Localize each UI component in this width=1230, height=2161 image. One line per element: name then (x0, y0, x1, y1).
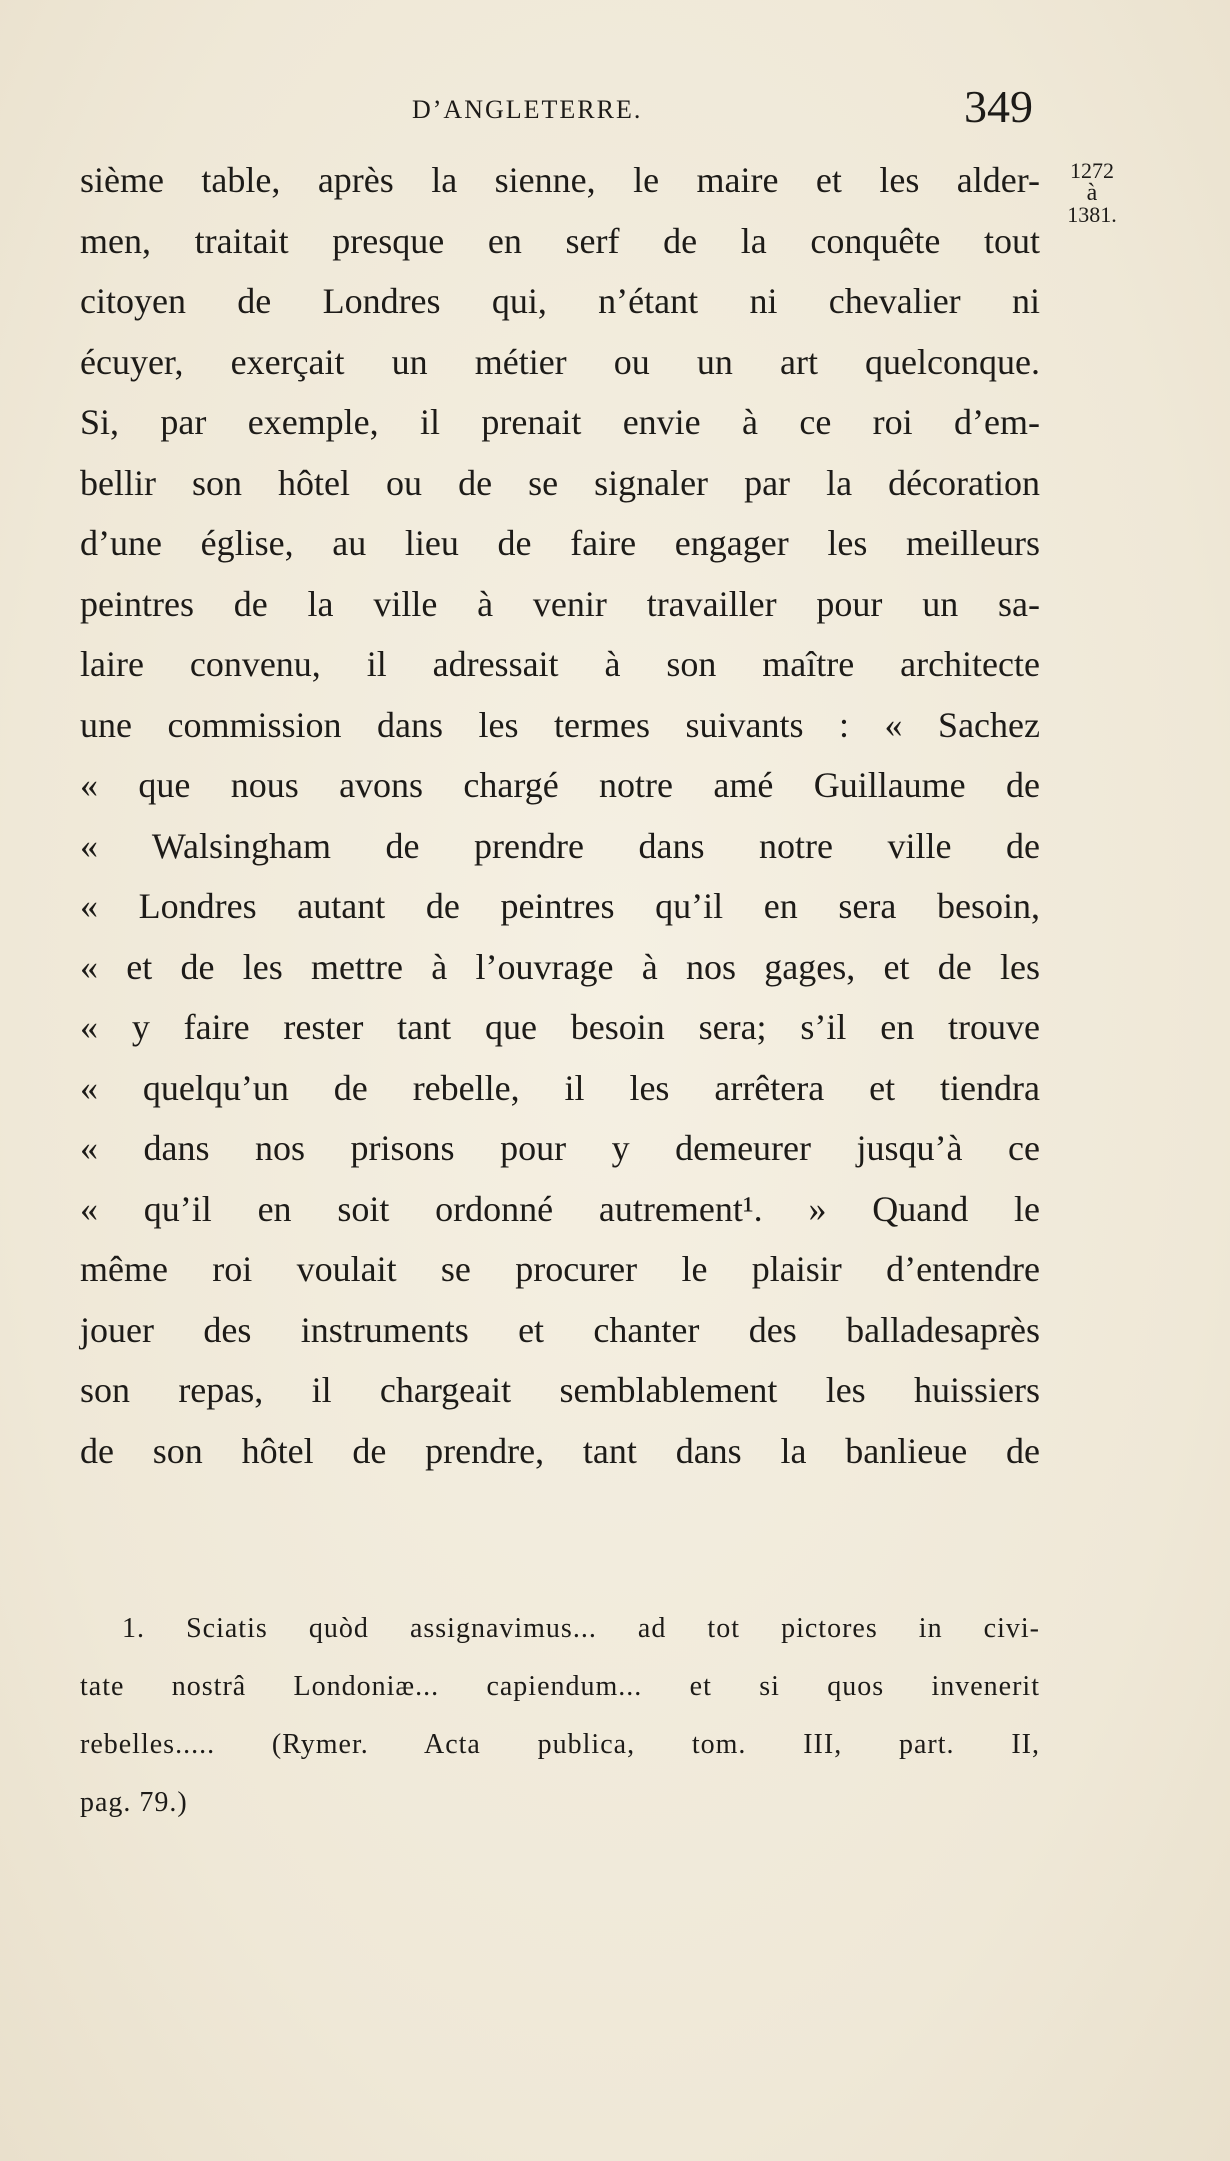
body-line: « dans nos prisons pour y demeurer jusqu’à ce (80, 1128, 1040, 1168)
body-line: « y faire rester tant que besoin sera; s’il en trouve (80, 1007, 1040, 1047)
body-line: « que nous avons chargé notre amé Guillaume de (80, 765, 1040, 805)
body-text (80, 150, 1040, 1481)
body-line: bellir son hôtel ou de se signaler par la décoration (80, 462, 1040, 503)
body-line: d’une église, au lieu de faire engager les meilleurs (80, 523, 1040, 563)
body-line: laire convenu, il adressait à son maître architecte (80, 644, 1040, 684)
footnote-line: pag. 79.) (80, 1787, 188, 1818)
body-line: son repas, il chargeait semblablement les huissiers (80, 1370, 1040, 1410)
running-head: D’ANGLETERRE. (412, 95, 643, 124)
footnote (80, 1600, 1040, 1832)
body-line: de son hôtel de prendre, tant dans la banlieue de (80, 1430, 1040, 1471)
body-line: Si, par exemple, il prenait envie à ce roi d’em- (80, 402, 1040, 442)
footnote-line: 1. Sciatis quòd assignavimus... ad tot pictores in civi- (122, 1613, 1040, 1644)
margin-date-note (1052, 160, 1132, 226)
margin-year-end: 1381. (1067, 202, 1117, 227)
footnote-line: rebelles..... (Rymer. Acta publica, tom. III, part. II, (80, 1729, 1040, 1760)
body-line: écuyer, exerçait un métier ou un art quelconque. (80, 341, 1040, 382)
footnote-line: tate nostrâ Londoniæ... capiendum... et si quos invenerit (80, 1671, 1040, 1702)
body-line: sième table, après la sienne, le maire et les alder- (80, 160, 1040, 200)
body-line: une commission dans les termes suivants : « Sachez (80, 704, 1040, 745)
page-number: 349 (964, 81, 1033, 132)
margin-connector: à (1086, 180, 1098, 206)
body-line: jouer des instruments et chanter des balladesaprès (80, 1309, 1040, 1350)
body-line: citoyen de Londres qui, n’étant ni chevalier ni (80, 281, 1040, 321)
body-line: « quelqu’un de rebelle, il les arrêtera et tiendra (80, 1067, 1040, 1108)
body-line: même roi voulait se procurer le plaisir d’entendre (80, 1249, 1040, 1289)
body-line: men, traitait presque en serf de la conquête tout (80, 220, 1040, 261)
body-line: « Walsingham de prendre dans notre ville de (80, 825, 1040, 866)
body-line: « qu’il en soit ordonné autrement¹. » Quand le (80, 1188, 1040, 1229)
body-line: « Londres autant de peintres qu’il en sera besoin, (80, 886, 1040, 926)
body-line: « et de les mettre à l’ouvrage à nos gages, et de les (80, 946, 1040, 987)
margin-year-start: 1272 (1070, 158, 1114, 183)
body-line: peintres de la ville à venir travailler pour un sa- (80, 583, 1040, 624)
